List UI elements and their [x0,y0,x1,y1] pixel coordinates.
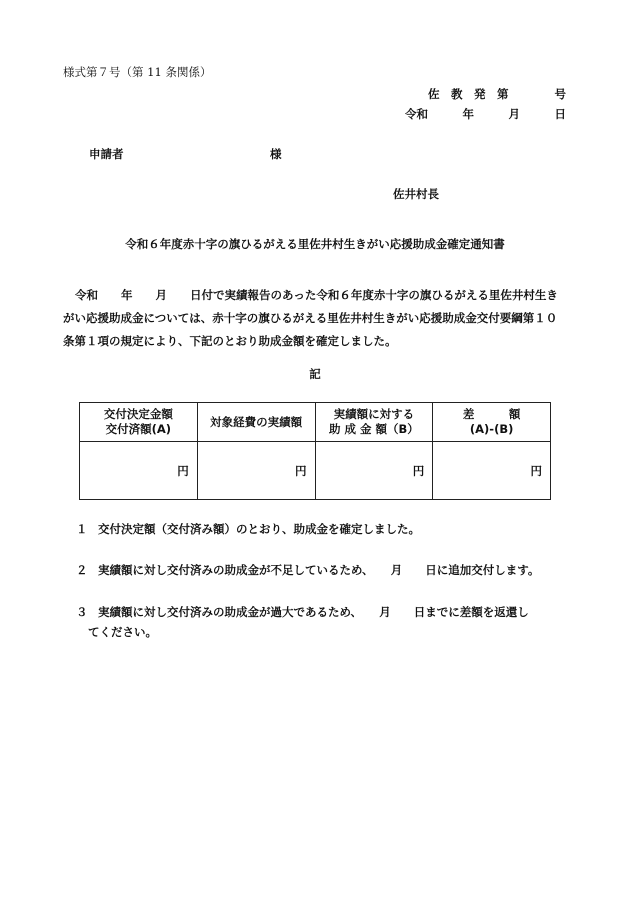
note-text-continued: てください。 [88,625,157,639]
header-line: (A)-(B) [469,422,514,436]
body-paragraph: 令和 年 月 日付で実績報告のあった令和６年度赤十字の旗ひるがえる里佐井村生きがい応援助成金については、赤十字の旗ひるがえる里佐井村生きがい応援助成金交付要綱第１０条第１項の規定により、下記のとおり助成金額を確定しました。 [63,288,558,348]
header-line: 対象経費の実績額 [210,414,303,429]
table-header-row [80,403,551,442]
header-cell-grant-amount [315,403,433,442]
header-cell-actual-expense [197,403,315,442]
document-number: 佐 教 発 第 号 [428,87,566,101]
note-item [76,562,539,578]
header-line: 差 額 [462,407,521,421]
applicant-label: 申請者 [89,147,124,161]
note-item [76,602,576,642]
header-line: 交付済額(A) [105,422,172,436]
honorific: 様 [270,147,282,161]
header-cell-difference [433,403,551,442]
ki-marker: 記 [309,367,321,381]
note-text: 実績額に対し交付済みの助成金が不足しているため、 月 日に追加交付します。 [98,563,540,577]
header-cell-decided-amount [80,403,198,442]
note-text: 交付決定額（交付済み額）のとおり、助成金を確定しました。 [98,522,420,536]
header-line: 交付決定金額 [103,407,173,421]
note-number: ３ [76,605,88,619]
amount-table [79,402,551,500]
note-text: 実績額に対し交付済みの助成金が過大であるため、 月 日までに差額を返還し [98,605,529,619]
document-date: 令和 年 月 日 [405,107,566,121]
value-cell: 円 [80,442,198,500]
header-line: 助 成 金 額（B） [328,422,419,436]
note-number: １ [76,522,88,536]
issuer: 佐井村長 [393,187,439,201]
note-number: ２ [76,563,88,577]
value-cell: 円 [197,442,315,500]
value-cell: 円 [433,442,551,500]
form-label: 様式第７号（第 11 条関係） [63,65,212,79]
value-cell: 円 [315,442,433,500]
note-item [76,521,420,537]
table-value-row [80,442,551,500]
document-title: 令和６年度赤十字の旗ひるがえる里佐井村生きがい応援助成金確定通知書 [125,237,505,251]
header-line: 実績額に対する [333,407,415,421]
